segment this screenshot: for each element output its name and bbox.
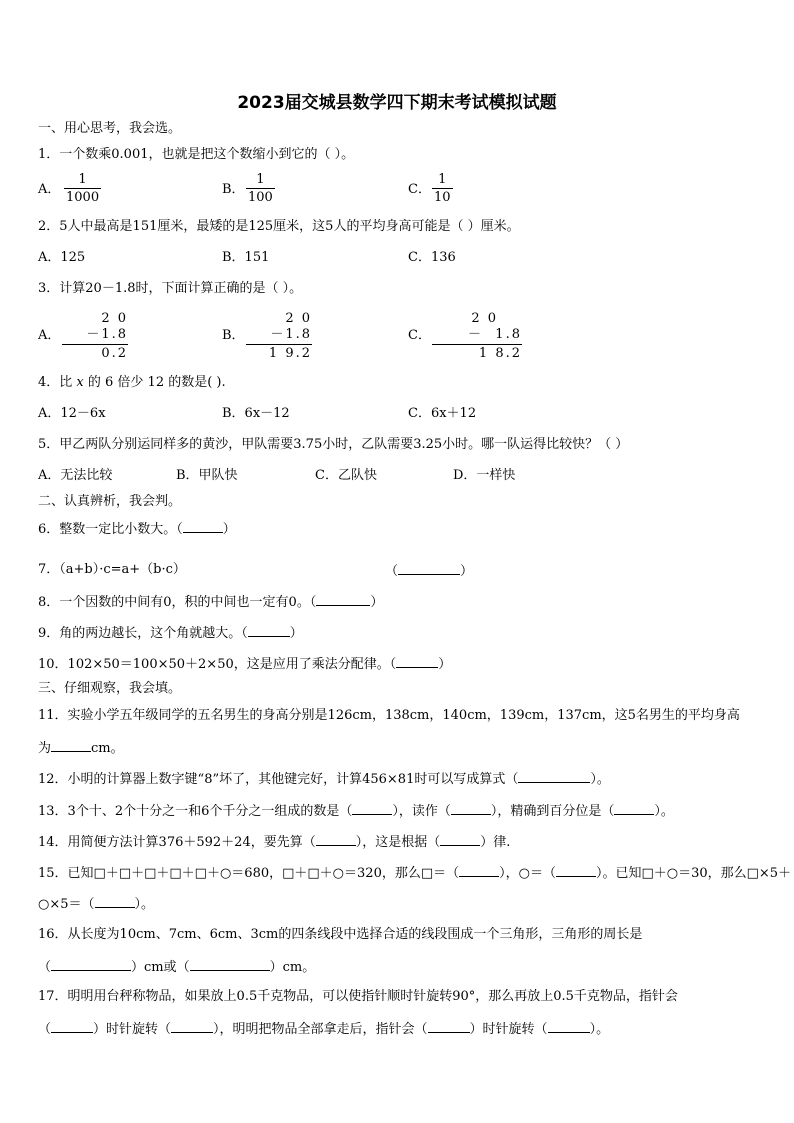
q1-option-a-fraction (64, 172, 101, 205)
question-8 (38, 593, 383, 611)
answer-blank[interactable] (248, 624, 290, 637)
fraction-bar (64, 188, 101, 189)
q3-option-c-vertical-calc (432, 311, 522, 362)
question-16-line1: 16．从长度为10cm、7cm、6cm、3cm的四条线段中选择合适的线段围成一个三角形，三角形的周长是 (38, 927, 643, 942)
question-3-stem: 3．计算20－1.8时，下面计算正确的是（ ）。 (38, 281, 303, 296)
q1-option-a-label: A． (38, 182, 61, 197)
calc-result: 0.2 (101, 346, 128, 361)
calc-result: 1 8.2 (478, 346, 522, 361)
q16-text-2: ）cm或（ (131, 960, 190, 975)
q16-text-1: （ (38, 960, 52, 975)
q5-option-b: B．甲队快 (176, 468, 238, 483)
question-17-line1: 17．明明用台秤称物品，如果放上0.5千克物品，可以使指针顺时针旋转90°，那么再放上0.5千克物品，指针会 (38, 989, 678, 1004)
fraction-denominator: 1000 (66, 190, 100, 205)
q9-close: ） (289, 626, 303, 641)
q4-option-c: C．6x＋12 (408, 406, 477, 421)
section-heading-choice: 一、用心思考，我会选。 (38, 121, 182, 136)
q9-stem: 9．角的两边越长，这个角就越大。（ (38, 626, 248, 641)
answer-blank[interactable] (451, 802, 491, 815)
section-heading-fill: 三、仔细观察，我会填。 (38, 681, 182, 696)
answer-blank[interactable] (428, 1020, 470, 1033)
calc-subtrahend: － 1.8 (468, 327, 522, 342)
q17-text-5: ）。 (589, 1022, 610, 1037)
q15-text-4: ○×5＝（ (38, 897, 95, 912)
calc-subtrahend: －1.8 (270, 327, 312, 342)
question-12 (38, 770, 610, 788)
question-5-stem: 5．甲乙两队分别运同样多的黄沙，甲队需要3.75小时，乙队需要3.25小时。哪一队运得比较快？（ ） (38, 437, 629, 452)
calc-minuend: 2 0 (285, 311, 312, 326)
q13-text-2: ），读作（ (392, 804, 451, 819)
question-4-stem (38, 375, 226, 391)
page-title: 2023届交城县数学四下期末考试模拟试题 (237, 93, 557, 113)
q17-text-3: ），明明把物品全部拿走后，指针会（ (213, 1022, 428, 1037)
q2-option-c: C．136 (408, 250, 456, 265)
q2-option-b: B．151 (222, 250, 270, 265)
q14-text-3: ）律. (480, 835, 511, 850)
q4-option-a: A．12－6x (38, 406, 106, 421)
question-15-line2 (38, 895, 154, 913)
answer-blank[interactable] (183, 520, 223, 533)
q3-option-c-label: C． (408, 328, 431, 343)
fraction-denominator: 10 (434, 190, 451, 205)
answer-blank[interactable] (398, 562, 460, 575)
answer-blank[interactable] (518, 770, 590, 783)
q13-text-4: ）。 (654, 804, 674, 819)
answer-blank[interactable] (190, 958, 270, 971)
q6-close: ） (222, 522, 236, 537)
answer-blank[interactable] (352, 802, 392, 815)
q15-text-5: ）。 (134, 897, 155, 912)
answer-blank[interactable] (614, 802, 654, 815)
q1-option-c-fraction (432, 172, 453, 205)
question-1-stem: 1．一个数乘0.001，也就是把这个数缩小到它的（ ）。 (38, 147, 355, 162)
calc-subtrahend: －1.8 (86, 327, 128, 342)
q8-close: ） (370, 595, 384, 610)
answer-blank[interactable] (171, 1020, 213, 1033)
q8-stem: 8．一个因数的中间有0，积的中间也一定有0。（ (38, 595, 317, 610)
q7-close: ） (460, 564, 474, 579)
question-13 (38, 802, 674, 820)
calc-rule (62, 344, 128, 345)
q14-text-1: 14．用简便方法计算376＋592＋24，要先算（ (38, 835, 316, 850)
q17-text-1: （ (38, 1022, 52, 1037)
q4-variable: x (76, 375, 84, 390)
q15-text-2: ），○＝（ (499, 866, 556, 881)
q3-option-a-label: A． (38, 328, 61, 343)
q17-text-4: ）时针旋转（ (469, 1022, 548, 1037)
question-9 (38, 624, 303, 642)
answer-blank[interactable] (51, 1020, 93, 1033)
calc-rule (246, 344, 312, 345)
q15-text-3: ）。已知□＋○＝30，那么□×5＋ (595, 866, 792, 881)
q13-text-3: ），精确到百分位是（ (490, 804, 615, 819)
q5-option-a: A．无法比较 (38, 468, 113, 483)
fraction-bar (432, 188, 453, 189)
q10-stem: 10．102×50＝100×50＋2×50，这是应用了乘法分配律。（ (38, 657, 397, 672)
answer-blank[interactable] (316, 593, 370, 606)
question-10 (38, 655, 451, 673)
fraction-numerator: 1 (256, 172, 265, 187)
question-2-stem: 2．5人中最高是151厘米，最矮的是125厘米，这5人的平均身高可能是（ ）厘米。 (38, 219, 520, 234)
q5-option-d: D．一样快 (453, 468, 516, 483)
q11-suffix: cm。 (91, 741, 124, 756)
question-16-line2 (38, 958, 315, 976)
answer-blank[interactable] (316, 833, 356, 846)
q12-prefix: 12．小明的计算器上数字键“8”坏了，其他键完好，计算456×81时可以写成算式（ (38, 772, 519, 787)
question-17-line2 (38, 1020, 609, 1038)
question-11-line1: 11．实验小学五年级同学的五名男生的身高分别是126cm，138cm，140cm，139cm，137cm，这5名男生的平均身高 (38, 708, 740, 723)
answer-blank[interactable] (95, 895, 135, 908)
q3-option-b-label: B． (222, 328, 245, 343)
question-6 (38, 520, 236, 538)
calc-minuend: 2 0 (471, 311, 498, 326)
q3-option-a-vertical-calc (62, 311, 128, 362)
q11-prefix: 为 (38, 741, 52, 756)
section-heading-judge: 二、认真辨析，我会判。 (38, 494, 182, 509)
question-15-line1 (38, 864, 791, 882)
q5-option-c: C．乙队快 (315, 468, 377, 483)
calc-rule (432, 344, 522, 345)
calc-minuend: 2 0 (101, 311, 128, 326)
q13-text-1: 13．3个十、2个十分之一和6个千分之一组成的数是（ (38, 804, 353, 819)
q7-open: （ (385, 564, 399, 579)
q10-close: ） (438, 657, 452, 672)
q1-option-c-label: C． (408, 182, 431, 197)
q4-stem-prefix: 4．比 (38, 375, 77, 390)
q12-suffix: ）。 (590, 772, 610, 787)
question-7-stem: 7．（a+b）·c=a+（b·c） (38, 562, 186, 577)
fraction-denominator: 100 (248, 190, 273, 205)
q15-text-1: 15．已知□＋□＋□＋□＋□＋○＝680，□＋□＋○＝320，那么□＝（ (38, 866, 460, 881)
q4-option-b: B．6x－12 (222, 406, 290, 421)
q14-text-2: ），这是根据（ (355, 835, 441, 850)
q16-text-3: ）cm。 (269, 960, 316, 975)
answer-blank[interactable] (396, 655, 438, 668)
question-14 (38, 833, 510, 851)
q1-option-b-label: B． (222, 182, 245, 197)
answer-blank[interactable] (556, 864, 596, 877)
fraction-bar (246, 188, 275, 189)
fraction-numerator: 1 (438, 172, 447, 187)
question-7-answer (385, 562, 473, 580)
q3-option-b-vertical-calc (246, 311, 312, 362)
q2-option-a: A．125 (38, 250, 86, 265)
answer-blank[interactable] (548, 1020, 590, 1033)
q17-text-2: ）时针旋转（ (93, 1022, 172, 1037)
q6-stem: 6．整数一定比小数大。（ (38, 522, 183, 537)
fraction-numerator: 1 (78, 172, 87, 187)
q4-stem-suffix: 的 6 倍少 12 的数是( ). (83, 375, 226, 390)
answer-blank[interactable] (51, 739, 91, 752)
answer-blank[interactable] (459, 864, 499, 877)
q1-option-b-fraction (246, 172, 275, 205)
answer-blank[interactable] (51, 958, 131, 971)
calc-result: 1 9.2 (268, 346, 312, 361)
question-11-line2 (38, 739, 124, 757)
answer-blank[interactable] (440, 833, 480, 846)
